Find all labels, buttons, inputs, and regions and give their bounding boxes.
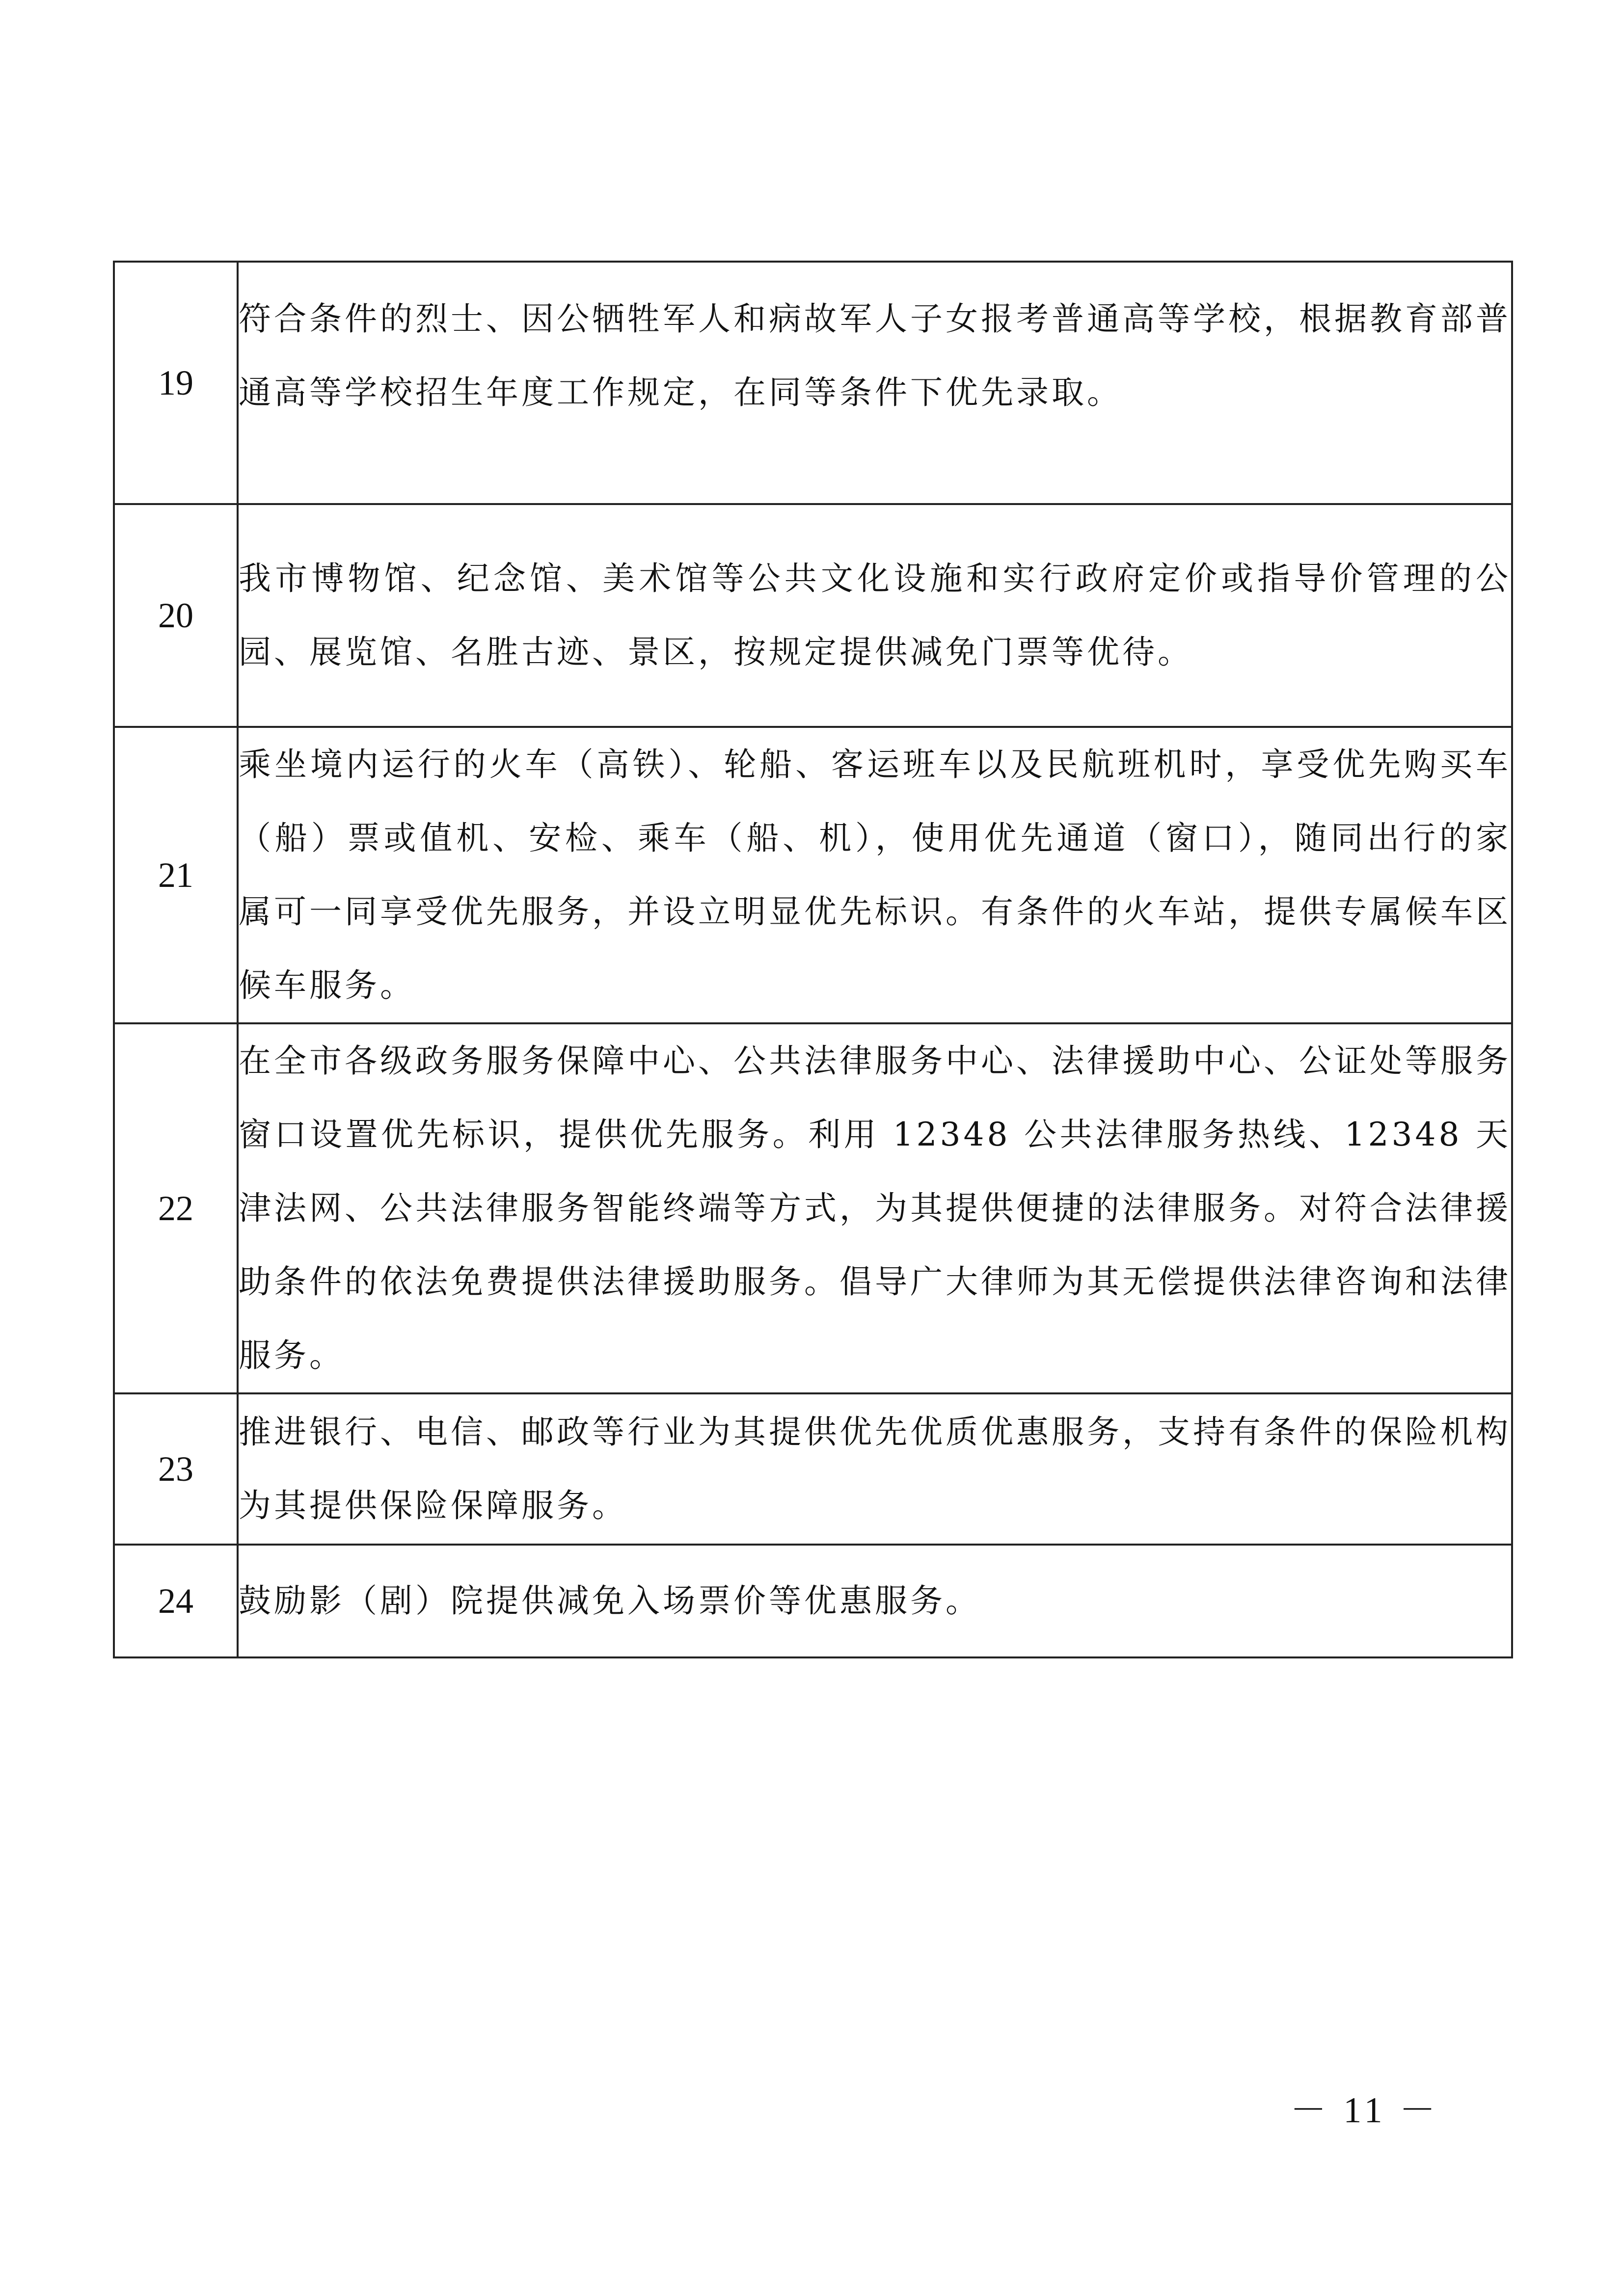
item-number: 20 [114, 504, 238, 727]
policy-table [113, 261, 1513, 1658]
page-number: － 11 － [1290, 2090, 1440, 2131]
item-description: 鼓励影（剧）院提供减免入场票价等优惠服务。 [238, 1545, 1512, 1657]
item-description: 乘坐境内运行的火车（高铁）、轮船、客运班车以及民航班机时，享受优先购买车（船）票或值机、安检、乘车（船、机），使用优先通道（窗口），随同出行的家属可一同享受优先服务，并设立明显优先标识。有条件的火车站，提供专属候车区候车服务。 [238, 727, 1512, 1023]
item-description: 在全市各级政务服务保障中心、公共法律服务中心、法律援助中心、公证处等服务窗口设置优先标识，提供优先服务。利用 12348 公共法律服务热线、12348 天津法网、公共法律服务智能终端等方式，为其提供便捷的法律服务。对符合法律援助条件的依法免费提供法律援助服务。倡导广大律师为其无偿提供法律咨询和法律服务。 [238, 1023, 1512, 1393]
item-number: 19 [114, 262, 238, 504]
item-description: 推进银行、电信、邮政等行业为其提供优先优质优惠服务，支持有条件的保险机构为其提供保险保障服务。 [238, 1393, 1512, 1545]
item-description: 我市博物馆、纪念馆、美术馆等公共文化设施和实行政府定价或指导价管理的公园、展览馆、名胜古迹、景区，按规定提供减免门票等优待。 [238, 504, 1512, 727]
item-number: 23 [114, 1393, 238, 1545]
table-row [114, 727, 1512, 1023]
item-number: 22 [114, 1023, 238, 1393]
table-row [114, 1393, 1512, 1545]
table-row [114, 262, 1512, 504]
table-row [114, 1023, 1512, 1393]
item-number: 24 [114, 1545, 238, 1657]
table-row [114, 504, 1512, 727]
item-number: 21 [114, 727, 238, 1023]
item-description: 符合条件的烈士、因公牺牲军人和病故军人子女报考普通高等学校，根据教育部普通高等学校招生年度工作规定，在同等条件下优先录取。 [238, 262, 1512, 504]
table-row [114, 1545, 1512, 1657]
